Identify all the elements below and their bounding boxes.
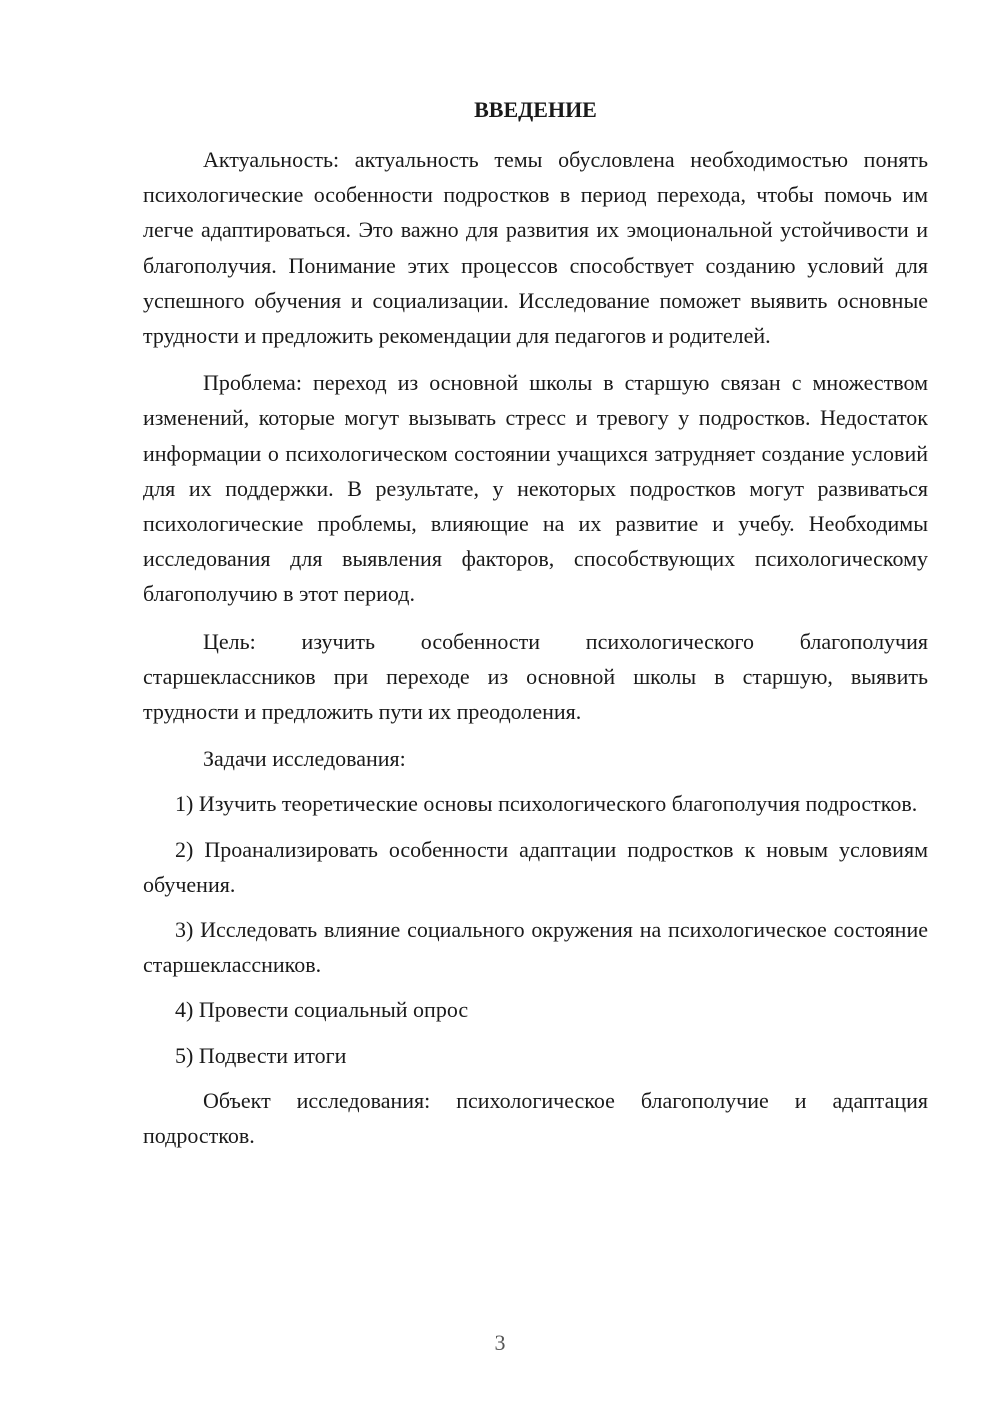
task-item-1: 1) Изучить теоретические основы психологического благополучия подростков. (175, 791, 918, 817)
tasks-title: Задачи исследования: (203, 746, 406, 772)
paragraph-goal: Цель: изучить особенности психологического благополучия старшеклассников при переходе из основной школы в старшую, выявить трудности и предложить пути их преодоления. (143, 628, 928, 725)
paragraph-object: Объект исследования: психологическое благополучие и адаптация подростков. (143, 1087, 928, 1149)
document-page (143, 92, 928, 1165)
task-item-2: 2) Проанализировать особенности адаптации подростков к новым условиям обучения. (143, 836, 928, 897)
task-item-4: 4) Провести социальный опрос (175, 997, 469, 1023)
task-item-3: 3) Исследовать влияние социального окружения на психологическое состояние старшеклассников. (143, 917, 928, 978)
task-item-5: 5) Подвести итоги (175, 1042, 347, 1068)
section-heading: ВВЕДЕНИЕ (474, 97, 597, 122)
paragraph-relevance: Актуальность: актуальность темы обусловлена необходимостью понять психологические особенности подростков в период перехода, чтобы помочь им легче адаптироваться. Это важно для развития их эмоциональной устойчивости и благополучия. Понимание этих процессов способствует созданию условий для успешного обучения и социализации. Исследование поможет выявить основные трудности и предложить рекомендации для педагогов и родителей. (143, 147, 928, 349)
page-number: 3 (494, 1330, 506, 1355)
paragraph-problem: Проблема: переход из основной школы в старшую связан с множеством изменений, которые могут вызывать стресс и тревогу у подростков. Недостаток информации о психологическом состоянии учащихся затрудняет создание условий для их поддержки. В результате, у некоторых подростков могут развиваться психологические проблемы, влияющие на их развитие и учебу. Необходимы исследования для выявления факторов, способствующих психологическому благополучию в этот период. (143, 370, 928, 607)
